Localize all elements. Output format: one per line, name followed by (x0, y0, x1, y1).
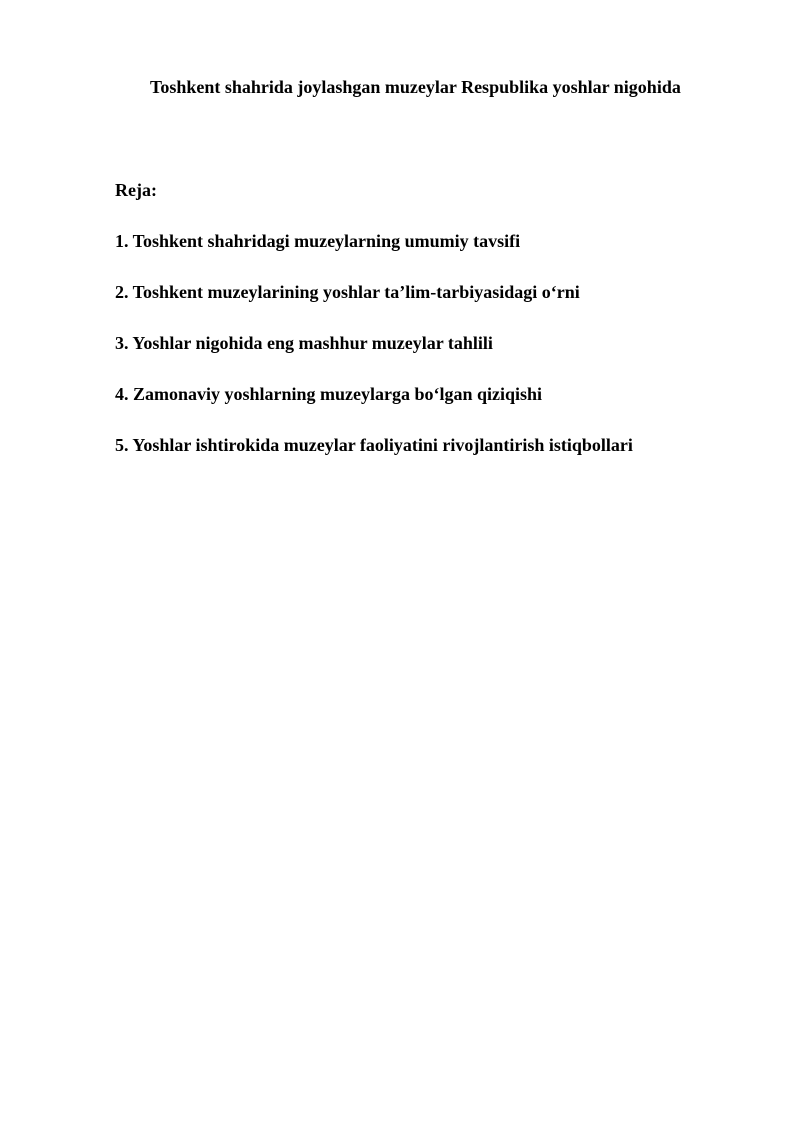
plan-item-3: 3. Yoshlar nigohida eng mashhur muzeylar tahlili (115, 333, 493, 353)
plan-item-2: 2. Toshkent muzeylarining yoshlar ta’lim-tarbiyasidagi o‘rni (115, 282, 580, 302)
plan-list (115, 230, 633, 485)
plan-heading: Reja: (115, 180, 157, 200)
document-title: Toshkent shahrida joylashgan muzeylar Respublika yoshlar nigohida (150, 77, 681, 97)
plan-item-4: 4. Zamonaviy yoshlarning muzeylarga bo‘lgan qiziqishi (115, 384, 543, 404)
plan-item-5: 5. Yoshlar ishtirokida muzeylar faoliyatini rivojlantirish istiqbollari (115, 435, 633, 455)
plan-item-1: 1. Toshkent shahridagi muzeylarning umumiy tavsifi (115, 231, 521, 251)
